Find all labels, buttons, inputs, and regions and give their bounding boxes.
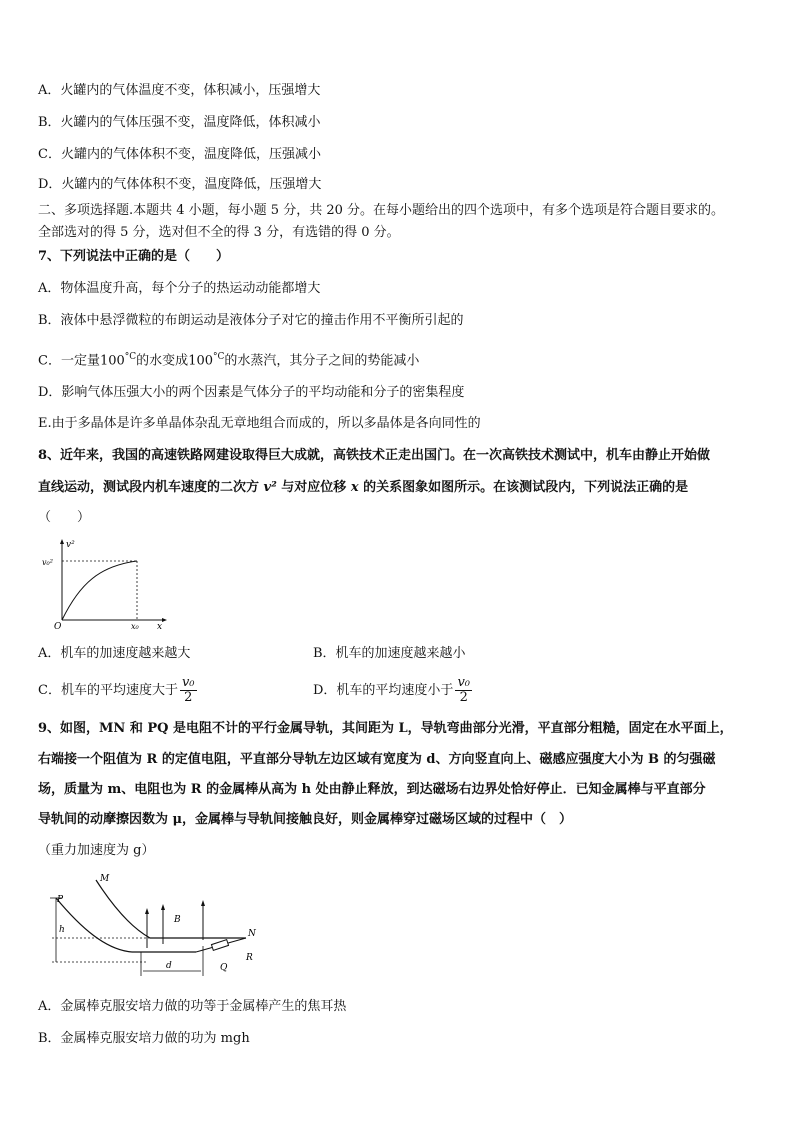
label-n: N — [248, 929, 256, 939]
field-arrow-1-head — [145, 908, 149, 914]
q6-option-b: B．火罐内的气体压强不变，温度降低，体积减小 — [38, 115, 321, 130]
label-q: Q — [220, 963, 228, 973]
q7-option-a: A．物体温度升高，每个分子的热运动动能都增大 — [38, 281, 321, 296]
q8-paren: （ ） — [38, 510, 91, 525]
q8-option-b: B．机车的加速度越来越小 — [313, 646, 466, 661]
q9-rail-figure — [46, 870, 268, 982]
label-h: h — [59, 925, 65, 935]
q9-option-a: A．金属棒克服安培力做的功等于金属棒产生的焦耳热 — [38, 999, 347, 1014]
q9-line3: 场，质量为 m、电阻也为 R 的金属棒从高为 h 处由静止释放，到达磁场右边界处恰好停止．已知金属棒与平直部分 — [38, 782, 706, 797]
y-axis-arrow — [60, 539, 64, 544]
q9-option-b: B．金属棒克服安培力做的功为 mgh — [38, 1031, 250, 1046]
x-axis-arrow — [162, 618, 167, 622]
q6-option-c: C．火罐内的气体体积不变，温度降低，压强减小 — [38, 147, 321, 162]
v0sq-label: v₀² — [42, 558, 53, 567]
q8-v2-x-graph — [40, 538, 170, 630]
section2-line1: 二、多项选择题.本题共 4 小题，每小题 5 分，共 20 分。在每小题给出的四个选项中，有多个选项是符合题目要求的。 — [38, 203, 725, 218]
v2-x-curve — [62, 561, 137, 620]
label-d: d — [166, 961, 172, 971]
q9-line4: 导轨间的动摩擦因数为 μ，金属棒与导轨间接触良好，则金属棒穿过磁场区域的过程中（ ） — [38, 812, 573, 827]
q8-option-a: A．机车的加速度越来越大 — [38, 646, 191, 661]
origin-label: O — [54, 622, 62, 630]
q7-option-e: E.由于多晶体是许多单晶体杂乱无章地组合而成的，所以多晶体是各向同性的 — [38, 416, 481, 431]
q8-line2: 直线运动，测试段内机车速度的二次方 v² 与对应位移 x 的关系图象如图所示。在该测试段内，下列说法正确的是 — [38, 480, 689, 495]
curved-rail-m — [96, 880, 150, 938]
curved-rail-p — [56, 898, 132, 952]
q6-option-d: D．火罐内的气体体积不变，温度降低，压强增大 — [38, 177, 322, 192]
q8-option-c: C．机车的平均速度大于 $\frac{\text{v₀}}{2}$ — [38, 675, 195, 705]
field-arrow-2-head — [161, 904, 165, 910]
field-arrow-3-head — [201, 900, 205, 906]
q7-stem: 7、下列说法中正确的是（ ） — [38, 249, 230, 264]
label-r: R — [246, 953, 253, 963]
q8-line1: 8、近年来，我国的高速铁路网建设取得巨大成就，高铁技术正走出国门。在一次高铁技术测试中，机车由静止开始做 — [38, 448, 711, 463]
label-p: P — [57, 895, 64, 905]
q7-option-c: C．一定量$100^{^\circ C}$的水变成$100^{^\circ C}$的水蒸汽，其分子之间的势能减小 — [38, 352, 420, 369]
v0-over-2-fraction: $\frac{\text{v₀}}{2}$ — [457, 675, 470, 705]
resistor-r — [211, 940, 228, 951]
q9-line5: （重力加速度为 g） — [38, 843, 155, 858]
v0-over-2-fraction: $\frac{\text{v₀}}{2}$ — [181, 675, 195, 705]
q9-line1: 9、如图，MN 和 PQ 是电阻不计的平行金属导轨，其间距为 L，导轨弯曲部分光滑，平直部分粗糙，固定在水平面上， — [38, 721, 733, 736]
q8-option-d: D．机车的平均速度小于 $\frac{\text{v₀}}{2}$ — [313, 675, 470, 705]
label-b: B — [174, 915, 181, 925]
label-m: M — [100, 874, 110, 884]
x0-label: x₀ — [131, 622, 139, 630]
q7-option-b: B．液体中悬浮微粒的布朗运动是液体分子对它的撞击作用不平衡所引起的 — [38, 313, 464, 328]
q9-line2: 右端接一个阻值为 R 的定值电阻，平直部分导轨左边区域有宽度为 d、方向竖直向上、磁感应强度大小为 B 的匀强磁 — [38, 752, 716, 767]
q7-option-d: D．影响气体压强大小的两个因素是气体分子的平均动能和分子的密集程度 — [38, 385, 465, 400]
section2-line2: 全部选对的得 5 分，选对但不全的得 3 分，有选错的得 0 分。 — [38, 225, 400, 240]
y-axis-label: v² — [66, 540, 75, 550]
q6-option-a: A．火罐内的气体温度不变，体积减小，压强增大 — [38, 83, 321, 98]
x-axis-label: x — [157, 622, 163, 630]
